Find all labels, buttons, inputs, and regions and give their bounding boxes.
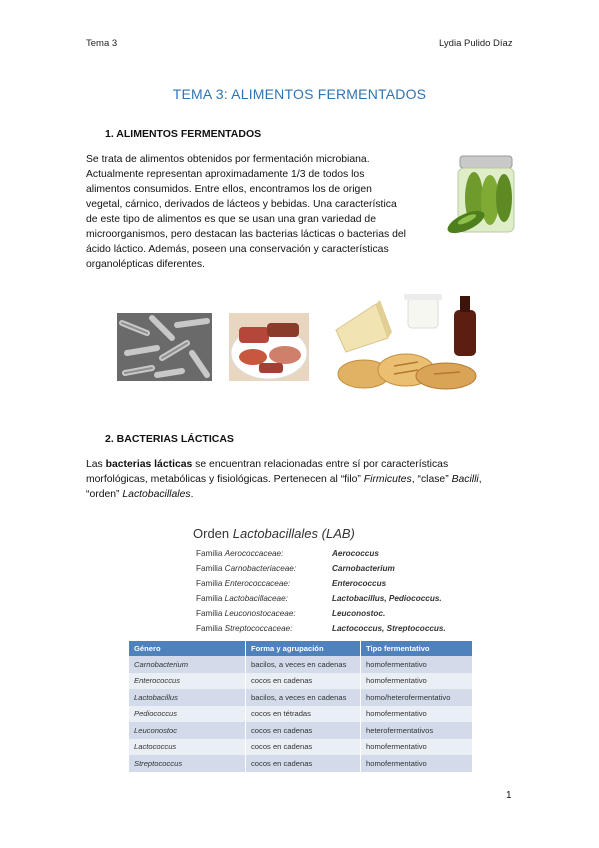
table-cell: homofermentativo [361, 739, 473, 756]
family-prefix: Familia [196, 549, 225, 558]
table-cell: Leuconostoc [129, 722, 246, 739]
cheese-yogurt-bread-image [334, 290, 494, 392]
table-cell: heterofermentativos [361, 722, 473, 739]
family-list [196, 549, 476, 639]
text-run: “orden” [86, 489, 123, 500]
family-row [196, 579, 476, 591]
family-genera: Aerococcus [332, 549, 379, 558]
paragraph-line: alimentos consumidos. Entre ellos, encontramos los de origen [86, 184, 372, 195]
family-row [196, 549, 476, 561]
paragraph-line: ácido láctico. Además, poseen una conservación y características [86, 244, 389, 255]
family-genera: Carnobacterium [332, 564, 395, 573]
table-cell: cocos en cadenas [246, 722, 361, 739]
table-header-row [129, 641, 473, 656]
section1-heading: 1. ALIMENTOS FERMENTADOS [105, 128, 262, 140]
family-name [196, 549, 283, 558]
family-genera: Lactococcus, Streptococcus. [332, 624, 446, 633]
text-run: Las [86, 459, 106, 470]
family-row [196, 564, 476, 576]
figure-title-prefix: Orden [193, 526, 233, 541]
section2-heading: 2. BACTERIAS LÁCTICAS [105, 433, 234, 445]
table-row [129, 706, 473, 723]
section2-paragraph [86, 457, 482, 502]
family-label: Enterococcaceae: [224, 579, 291, 588]
bacteria-micrograph-image [117, 313, 212, 381]
family-row [196, 624, 476, 636]
paragraph-line: organolépticas diferentes. [86, 259, 205, 270]
text-run: , “clase” [411, 474, 452, 485]
family-name [196, 579, 290, 588]
table-header: Género [129, 641, 246, 656]
paragraph-line: Se trata de alimentos obtenidos por fermentación microbiana. [86, 154, 370, 165]
family-prefix: Familia [196, 579, 225, 588]
table-cell: bacilos, a veces en cadenas [246, 656, 361, 673]
bold-term: bacterias lácticas [105, 459, 193, 470]
family-label: Aerococcaceae: [224, 549, 284, 558]
text-run: , [478, 474, 482, 485]
family-name [196, 624, 293, 633]
table-cell: homofermentativo [361, 656, 473, 673]
genera-table [129, 641, 473, 772]
paragraph-line: vegetal, cárnico, derivados de lácteos y bebidas. Una característica [86, 199, 397, 210]
italic-term: Firmicutes [363, 474, 412, 485]
family-prefix: Familia [196, 609, 225, 618]
table-cell: bacilos, a veces en cadenas [246, 689, 361, 706]
table-cell: cocos en tétradas [246, 706, 361, 723]
figure-title-italic: Lactobacillales (LAB) [232, 526, 355, 541]
table-row [129, 755, 473, 772]
table-cell: Streptococcus [129, 755, 246, 772]
table-cell: homofermentativo [361, 755, 473, 772]
paragraph-line [86, 457, 482, 472]
table-cell: cocos en cadenas [246, 739, 361, 756]
table-cell: Enterococcus [129, 673, 246, 690]
italic-term: Bacilli [451, 474, 479, 485]
header-right: Lydia Pulido Díaz [439, 38, 513, 49]
family-genera: Lactobacillus, Pediococcus. [332, 594, 442, 603]
family-label: Carnobacteriaceae: [224, 564, 297, 573]
table-cell: homo/heterofermentativo [361, 689, 473, 706]
table-row [129, 673, 473, 690]
figure-title [193, 526, 355, 541]
table-cell: cocos en cadenas [246, 755, 361, 772]
family-label: Streptococcaceae: [224, 624, 293, 633]
family-label: Lactobacillaceae: [224, 594, 288, 603]
italic-term: Lactobacillales [122, 489, 191, 500]
paragraph-line [86, 487, 482, 502]
paragraph-line: microorganismos, pero destacan las bacterias lácticas o bacterias del [86, 229, 406, 240]
header-left: Tema 3 [86, 38, 118, 49]
family-row [196, 594, 476, 606]
text-run: . [190, 489, 194, 500]
table-row [129, 722, 473, 739]
family-label: Leuconostocaceae: [224, 609, 296, 618]
family-prefix: Familia [196, 624, 225, 633]
table-cell: Lactobacillus [129, 689, 246, 706]
table-header: Tipo fermentativo [361, 641, 473, 656]
family-genera: Leuconostoc. [332, 609, 386, 618]
table-row [129, 739, 473, 756]
table-header: Forma y agrupación [246, 641, 361, 656]
table-cell: Lactococcus [129, 739, 246, 756]
pickle-jar-image [446, 152, 526, 244]
paragraph-line [86, 472, 482, 487]
family-name [196, 594, 288, 603]
table-cell: Pediococcus [129, 706, 246, 723]
family-name [196, 564, 296, 573]
table-cell: cocos en cadenas [246, 673, 361, 690]
cured-meats-image [229, 313, 309, 381]
family-genera: Enterococcus [332, 579, 387, 588]
table-row [129, 689, 473, 706]
family-name [196, 609, 296, 618]
text-run: morfológicas, metabólicas y fisiológicas. Pertenecen al “filo” [86, 474, 364, 485]
family-row [196, 609, 476, 621]
family-prefix: Familia [196, 594, 225, 603]
table-row [129, 656, 473, 673]
section1-paragraph [86, 152, 406, 272]
page-number: 1 [506, 790, 512, 801]
table-cell: homofermentativo [361, 706, 473, 723]
paragraph-line: Actualmente representan aproximadamente 1/3 de todos los [86, 169, 365, 180]
table-cell: homofermentativo [361, 673, 473, 690]
page-title: TEMA 3: ALIMENTOS FERMENTADOS [172, 86, 427, 102]
family-prefix: Familia [196, 564, 225, 573]
paragraph-line: de este tipo de alimentos es que se usan una gran variedad de [86, 214, 376, 225]
text-run: se encuentran relacionadas entre sí por características [192, 459, 449, 470]
table-cell: Carnobacterium [129, 656, 246, 673]
